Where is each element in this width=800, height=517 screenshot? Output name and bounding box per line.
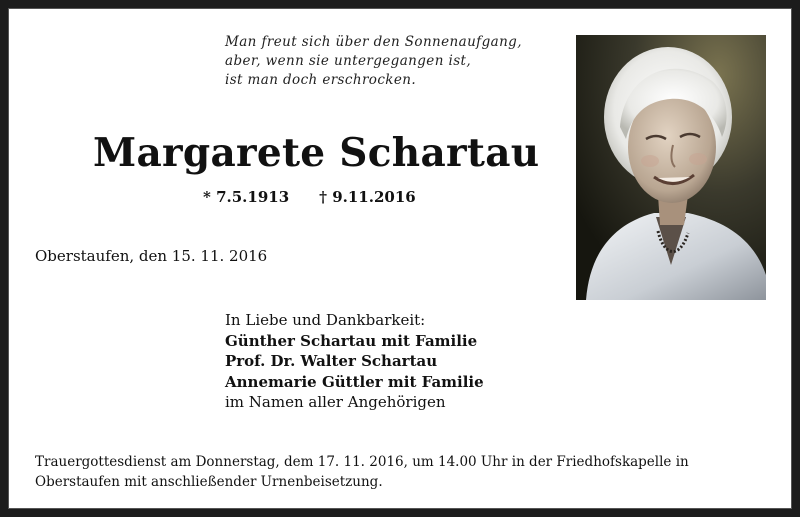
quote-line-3: ist man doch erschrocken. [225,72,417,88]
signatory-name: Prof. Dr. Walter Schartau [225,352,438,370]
deceased-name: Margarete Schartau [93,130,540,176]
signatories-block [225,310,484,413]
service-line-1: Trauergottesdienst am Donnerstag, dem 17. 11. 2016, um 14.00 Uhr in der Friedhofskapelle in [35,454,689,470]
signatory-name: Annemarie Güttler mit Familie [225,372,484,391]
portrait-photo [576,35,766,300]
signatory-name: Günther Schartau mit Familie [225,331,478,350]
signatories-closing: im Namen aller Angehörigen [225,393,446,411]
quote-line-2: aber, wenn sie untergegangen ist, [225,53,472,69]
obituary-notice [8,8,792,509]
quote-line-1: Man freut sich über den Sonnenaufgang, [225,34,522,50]
signatories-intro: In Liebe und Dankbarkeit: [225,311,426,329]
funeral-service-info [35,453,775,492]
memorial-quote [225,33,565,90]
service-line-2: Oberstaufen mit anschließender Urnenbeisetzung. [35,473,383,490]
death-date: † 9.11.2016 [319,188,416,206]
place-and-date: Oberstaufen, den 15. 11. 2016 [35,247,268,265]
birth-date: * 7.5.1913 [203,188,290,206]
life-dates [203,187,416,207]
